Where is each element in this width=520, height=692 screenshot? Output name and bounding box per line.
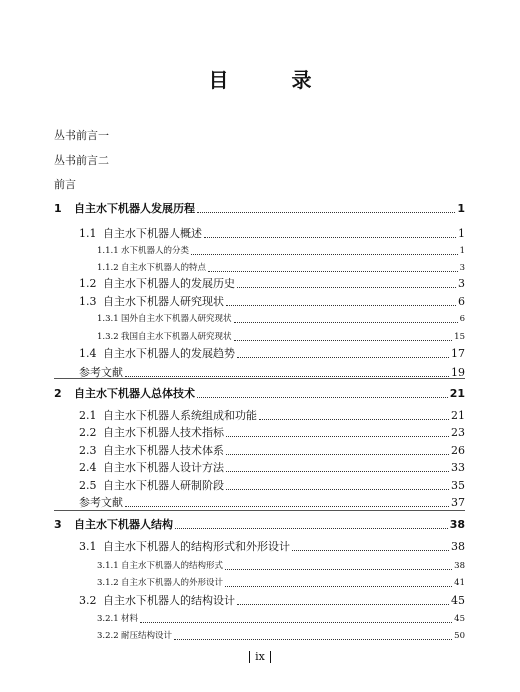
entry-title: 自主水下机器人发展历程 (74, 202, 195, 215)
entry-number: 3.2 (79, 594, 97, 607)
toc-subsection-entry[interactable] (97, 611, 465, 627)
entry-page-number: 19 (451, 366, 465, 379)
toc-section-entry[interactable] (79, 346, 465, 362)
entry-title: 自主水下机器人概述 (103, 227, 202, 240)
entry-page-number: 6 (459, 314, 465, 324)
entry-number: 3.1 (79, 540, 97, 553)
entry-title: 自主水下机器人的外形设计 (121, 578, 224, 588)
leader-dots (197, 212, 455, 213)
entry-title: 材料 (121, 614, 139, 624)
leader-dots (226, 305, 456, 306)
entry-page-number: 21 (451, 409, 465, 422)
leader-dots (125, 506, 449, 507)
entry-title: 自主水下机器人的发展趋势 (103, 347, 235, 360)
toc-subsection-entry[interactable] (97, 628, 465, 644)
entry-title: 自主水下机器人系统组成和功能 (103, 409, 257, 422)
toc-section-entry[interactable] (79, 294, 465, 310)
entry-page-number: 41 (454, 578, 465, 588)
toc-section-entry[interactable] (79, 276, 465, 292)
toc-section-entry[interactable] (79, 478, 465, 494)
toc-subsection-entry[interactable] (97, 575, 465, 591)
entry-page-number: 23 (451, 426, 465, 439)
toc-section-entry[interactable] (79, 495, 465, 511)
entry-page-number: 38 (451, 540, 465, 553)
leader-dots (292, 550, 449, 551)
leader-dots (259, 419, 449, 420)
entry-page-number: 3 (459, 263, 465, 273)
toc-section-entry[interactable] (79, 443, 465, 459)
toc-chapter-entry[interactable] (54, 517, 465, 533)
entry-number: 1.4 (79, 347, 97, 360)
entry-title: 自主水下机器人的结构形式 (121, 561, 224, 571)
entry-page-number: 45 (451, 594, 465, 607)
entry-page-number: 33 (451, 461, 465, 474)
toc-section-entry[interactable] (79, 460, 465, 476)
leader-dots (191, 254, 458, 255)
entry-title: 自主水下机器人的特点 (121, 263, 207, 273)
toc-chapter-entry[interactable] (54, 386, 465, 402)
leader-dots (225, 569, 452, 570)
entry-page-number: 3 (458, 277, 465, 290)
footer-bar-right (270, 651, 272, 663)
entry-page-number: 6 (458, 295, 465, 308)
page-number: ix (255, 650, 265, 663)
entry-title: 自主水下机器人的结构形式和外形设计 (103, 540, 290, 553)
entry-page-number: 38 (449, 518, 465, 531)
preface-item[interactable]: 丛书前言一 (54, 129, 109, 142)
leader-dots (225, 586, 452, 587)
chapter-divider (54, 378, 465, 379)
entry-title: 自主水下机器人的发展历史 (103, 277, 235, 290)
leader-dots (226, 471, 449, 472)
entry-number: 1.3 (79, 295, 97, 308)
leader-dots (204, 237, 456, 238)
leader-dots (125, 376, 449, 377)
leader-dots (237, 287, 456, 288)
entry-number: 2.1 (79, 409, 97, 422)
entry-title: 自主水下机器人总体技术 (74, 387, 195, 400)
toc-subsection-entry[interactable] (97, 260, 465, 276)
entry-title: 国外自主水下机器人研究现状 (121, 314, 232, 324)
leader-dots (174, 639, 452, 640)
entry-title: 自主水下机器人的结构设计 (103, 594, 235, 607)
entry-number: 1.1.1 (97, 246, 119, 256)
entry-title: 自主水下机器人设计方法 (103, 461, 224, 474)
entry-number: 2.4 (79, 461, 97, 474)
entry-number: 1.1.2 (97, 263, 119, 273)
toc-subsection-entry[interactable] (97, 558, 465, 574)
entry-title: 参考文献 (79, 366, 123, 379)
entry-number: 1.3.1 (97, 314, 119, 324)
leader-dots (175, 528, 448, 529)
entry-number: 3.1.1 (97, 561, 119, 571)
entry-title: 我国自主水下机器人研究现状 (121, 332, 232, 342)
entry-number: 1.2 (79, 277, 97, 290)
entry-page-number: 1 (458, 227, 465, 240)
entry-page-number: 37 (451, 496, 465, 509)
entry-page-number: 35 (451, 479, 465, 492)
entry-title: 参考文献 (79, 496, 123, 509)
footer-bar-left (249, 651, 251, 663)
entry-page-number: 38 (454, 561, 465, 571)
leader-dots (208, 271, 458, 272)
leader-dots (234, 340, 453, 341)
entry-title: 耐压结构设计 (121, 631, 173, 641)
toc-subsection-entry[interactable] (97, 243, 465, 259)
chapter-divider (54, 510, 465, 511)
toc-section-entry[interactable] (79, 408, 465, 424)
entry-number: 2.3 (79, 444, 97, 457)
toc-subsection-entry[interactable] (97, 329, 465, 345)
page-footer (0, 650, 520, 663)
entry-title: 自主水下机器人研究现状 (103, 295, 224, 308)
entry-title: 自主水下机器人结构 (74, 518, 173, 531)
leader-dots (226, 454, 449, 455)
entry-title: 自主水下机器人技术体系 (103, 444, 224, 457)
entry-page-number: 26 (451, 444, 465, 457)
toc-section-entry[interactable] (79, 226, 465, 242)
leader-dots (226, 436, 449, 437)
preface-item[interactable]: 丛书前言二 (54, 154, 109, 167)
entry-page-number: 1 (459, 246, 465, 256)
entry-number: 1.1 (79, 227, 97, 240)
toc-chapter-entry[interactable] (54, 201, 465, 217)
page-title: 目 录 (208, 68, 340, 92)
entry-number: 3.2.1 (97, 614, 119, 624)
toc-section-entry[interactable] (79, 593, 465, 609)
leader-dots (237, 357, 449, 358)
leader-dots (234, 322, 458, 323)
entry-number: 3.2.2 (97, 631, 119, 641)
entry-number: 2 (54, 387, 62, 400)
toc-subsection-entry[interactable] (97, 311, 465, 327)
leader-dots (197, 397, 448, 398)
leader-dots (237, 604, 449, 605)
entry-page-number: 1 (457, 202, 465, 215)
leader-dots (226, 489, 449, 490)
entry-number: 1.3.2 (97, 332, 119, 342)
entry-title: 自主水下机器人研制阶段 (103, 479, 224, 492)
leader-dots (140, 622, 452, 623)
entry-title: 水下机器人的分类 (121, 246, 190, 256)
entry-page-number: 50 (454, 631, 465, 641)
entry-title: 自主水下机器人技术指标 (103, 426, 224, 439)
entry-page-number: 15 (454, 332, 465, 342)
entry-page-number: 21 (449, 387, 465, 400)
entry-number: 2.5 (79, 479, 97, 492)
toc-section-entry[interactable] (79, 539, 465, 555)
entry-number: 3.1.2 (97, 578, 119, 588)
entry-number: 3 (54, 518, 62, 531)
toc-section-entry[interactable] (79, 425, 465, 441)
entry-number: 1 (54, 202, 62, 215)
entry-number: 2.2 (79, 426, 97, 439)
preface-item[interactable]: 前言 (54, 178, 76, 191)
entry-page-number: 45 (454, 614, 465, 624)
entry-page-number: 17 (451, 347, 465, 360)
